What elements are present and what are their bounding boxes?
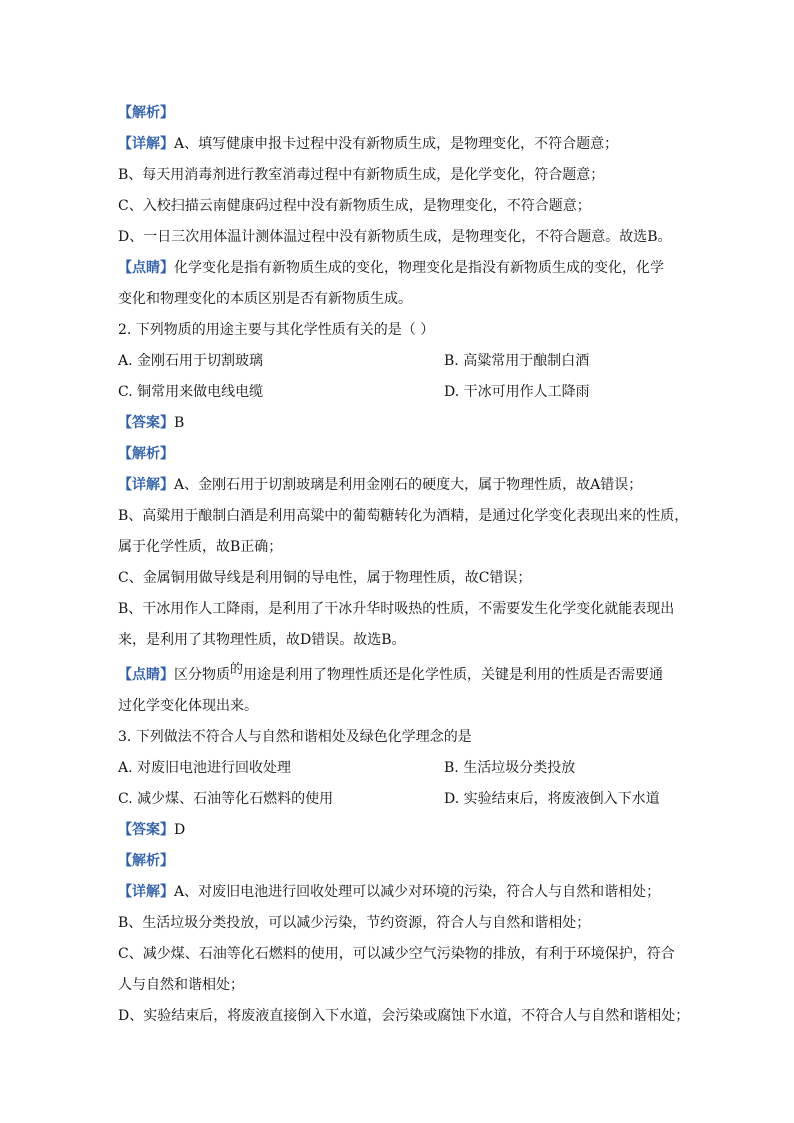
option-d: D. 实验结束后，将废液倒入下水道 [444,791,660,807]
option-b: B. 生活垃圾分类投放 [444,760,576,776]
detail-line: B、高粱用于酿制白酒是利用高粱中的葡萄糖转化为酒精，是通过化学变化表现出来的性质， [118,508,689,524]
option-a: A. 对废旧电池进行回收处理 [118,760,292,776]
answer-line [118,821,185,839]
detail-line: 人与自然和谐相处； [118,977,244,993]
detail-line: C、减少煤、石油等化石燃料的使用，可以减少空气污染物的排放，有利于环境保护，符合 [118,946,675,962]
detail-line: C、金属铜用做导线是利用铜的导电性，属于物理性质，故C错误； [118,570,532,586]
answer-value: D [174,822,186,838]
analysis-tag: 【解析】 [118,853,174,869]
detail-text: A、填写健康申报卡过程中没有新物质生成，是物理变化，不符合题意； [174,136,619,152]
detail-line: C、入校扫描云南健康码过程中没有新物质生成，是物理变化，不符合题意； [118,198,591,214]
detail-line: B、每天用消毒剂进行教室消毒过程中有新物质生成，是化学变化，符合题意； [118,167,605,183]
tip-line: 变化和物理变化的本质区别是否有新物质生成。 [118,291,412,307]
analysis-tag: 【解析】 [118,446,174,462]
tip-text: 用途是利用了物理性质还是化学性质，关键是利用的性质是否需要通 [243,667,664,683]
tip-tag: 【点睛】 [118,260,174,276]
option-c: C. 减少煤、石油等化石燃料的使用 [118,791,334,807]
analysis-heading [118,104,174,122]
tip-line: 过化学变化体现出来。 [118,698,258,714]
detail-line: B、生活垃圾分类投放，可以减少污染，节约资源，符合人与自然和谐相处； [118,915,591,931]
detail-text: A、金刚石用于切割玻璃是利用金刚石的硬度大，属于物理性质，故A错误； [174,477,643,493]
answer-tag: 【答案】 [118,415,174,431]
detail-line: 来，是利用了其物理性质，故D错误。故选B。 [118,632,406,648]
question-stem: 3. 下列做法不符合人与自然和谐相处及绿色化学理念的是 [118,729,472,745]
detail-line: D、实验结束后，将废液直接倒入下水道，会污染或腐蚀下水道，不符合人与自然和谐相处； [118,1008,690,1024]
detail-tag: 【详解】 [118,477,174,493]
tip-tag: 【点睛】 [118,667,174,683]
analysis-tag: 【解析】 [118,105,174,121]
analysis-heading [118,852,174,870]
detail-line [118,476,642,494]
analysis-heading [118,445,174,463]
answer-tag: 【答案】 [118,822,174,838]
detail-line: 属于化学性质，故B正确； [118,539,283,555]
detail-text: A、对废旧电池进行回收处理可以减少对环境的污染，符合人与自然和谐相处； [174,884,661,900]
option-c: C. 铜常用来做电线电缆 [118,384,264,400]
tip-text: 化学变化是指有新物质生成的变化，物理变化是指没有新物质生成的变化，化学 [174,260,664,276]
detail-line: B、干冰用作人工降雨，是利用了干冰升华时吸热的性质，不需要发生化学变化就能表现出 [118,601,675,617]
detail-line: D、一日三次用体温计测体温过程中没有新物质生成，是物理变化，不符合题意。故选B。 [118,229,672,245]
detail-tag: 【详解】 [118,884,174,900]
tip-superscript: 的 [230,662,244,677]
tip-text: 区分物质 [174,667,230,683]
question-stem: 2. 下列物质的用途主要与其化学性质有关的是（ ） [118,322,435,338]
option-d: D. 干冰可用作人工降雨 [444,384,590,400]
option-b: B. 高粱常用于酿制白酒 [444,353,590,369]
detail-tag: 【详解】 [118,136,174,152]
answer-value: B [174,415,185,431]
detail-line [118,883,660,901]
detail-line [118,135,618,153]
tip-line [118,259,664,277]
option-a: A. 金刚石用于切割玻璃 [118,353,264,369]
answer-line [118,414,184,432]
tip-line [118,662,664,685]
